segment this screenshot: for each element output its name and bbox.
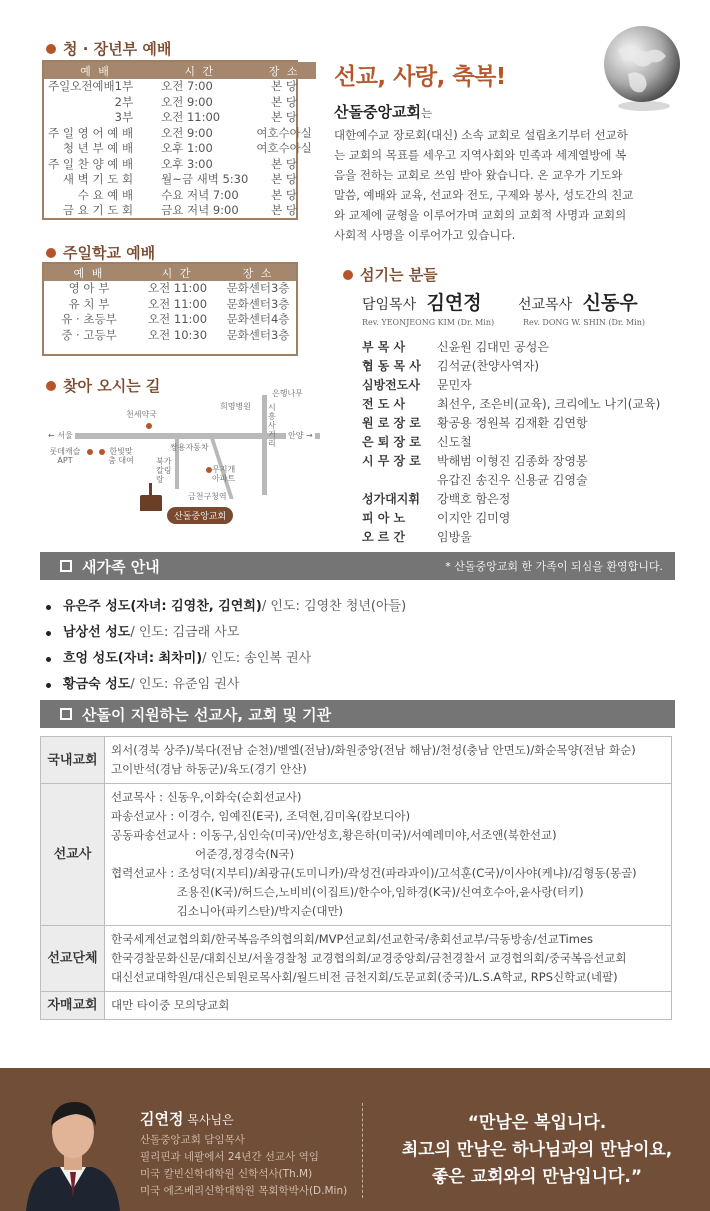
staff-row (362, 338, 660, 357)
bullet-icon (46, 44, 56, 54)
map-label: 시흥사거리 (268, 403, 276, 448)
table-cell: 주 일 영 어 예 배 (48, 125, 134, 140)
intro-body: 대한예수교 장로회(대신) 소속 교회로 설립초기부터 선교하는 교회의 목표를 세우고 지역사회와 민족과 세계열방에 복음을 전하는 교회로 쓰임 받아 왔습니다. 온 교우가 기도와 말씀, 예배와 교육, 선교와 전도, 구제와 봉사, 성도간의 친교와 교제에 균형을 이루어가며 교회의 교회적 사명과 교회의 사회적 사명을 이루어가고 있습니다. (334, 128, 634, 242)
staff-row (362, 414, 660, 433)
side-road (262, 395, 267, 495)
youth-worship-title (46, 38, 171, 59)
church-intro (334, 102, 634, 245)
staff-row (362, 452, 660, 471)
table-cell: 문화센터3층 (226, 296, 290, 311)
col-header: 시 간 (147, 62, 252, 79)
table-cell: 청 년 부 예 배 (62, 141, 134, 156)
pastor-profile (140, 1132, 347, 1200)
bullet-icon (46, 631, 51, 636)
table-cell: 오전 11:00 (148, 281, 208, 296)
profile-line: 미국 칼빈신학대학원 신학석사(Th.M) (140, 1168, 313, 1180)
table-cell: 오전 9:00 (161, 94, 213, 109)
staff-row (362, 433, 660, 452)
table-cell: 본 당 (271, 79, 298, 94)
profile-line: 산돌중앙교회 담임목사 (140, 1134, 245, 1146)
table-cell: 주 일 찬 양 예 배 (48, 156, 134, 171)
staff-row (362, 357, 660, 376)
youth-worship-table (44, 62, 316, 219)
pastor-name-text: 김연정 (140, 1110, 184, 1128)
staff-role (362, 471, 437, 490)
table-row (44, 312, 296, 328)
table-cell: 여호수아실 (256, 125, 312, 140)
staff-names: 이지안 김미영 (437, 511, 511, 525)
support-line: 고이반석(경남 하동군)/육도(경기 안산) (111, 762, 307, 776)
footer (0, 1068, 710, 1211)
section-title-text: 섬기는 분들 (360, 266, 438, 284)
divider (362, 1103, 363, 1198)
senior-pastor (362, 288, 482, 315)
staff-role: 협 동 목 사 (362, 359, 421, 373)
table-cell: 유 치 부 (68, 296, 110, 311)
support-line: 외서(경북 상주)/북다(전남 순천)/벧엘(전남)/화원중앙(전남 해남)/천성(충남 안면도)/화순목양(전남 화순) (111, 743, 636, 757)
staff-role: 심방전도사 (362, 378, 420, 392)
table-row (44, 95, 316, 111)
sunday-school-title (46, 242, 155, 263)
map-label: 은행나무 (272, 389, 303, 398)
table-cell: 본 당 (271, 156, 298, 171)
staff-role: 부 목 사 (362, 340, 406, 354)
table-row (44, 188, 316, 204)
serving-title (343, 264, 438, 285)
support-entries (105, 926, 672, 992)
col-header: 예 배 (44, 264, 134, 281)
church-map-sign: 산돌중앙교회 (167, 507, 233, 524)
list-item (46, 672, 406, 698)
quote-line: 최고의 만남은 하나님과의 만남이요, (401, 1140, 673, 1160)
pastor-title-suffix: 목사님은 (183, 1113, 234, 1127)
member-name: 흐엉 성도(자녀: 최차미) (63, 651, 203, 666)
map-label: 쌍용자동차 (170, 443, 209, 452)
table-cell: 여호수아실 (256, 141, 312, 156)
staff-row (362, 490, 660, 509)
table-row (44, 203, 316, 219)
table-cell: 오전 7:00 (161, 79, 213, 94)
banner-title: 산돌이 지원하는 선교사, 교회 및 기관 (82, 705, 332, 724)
table-cell: 금요 저녁 9:00 (161, 203, 239, 218)
table-row (41, 737, 672, 784)
table-row (41, 784, 672, 926)
table-row (41, 992, 672, 1020)
staff-role: 전 도 사 (362, 397, 406, 411)
footer-pastor-name (140, 1108, 234, 1129)
map-label: 한빛맞춤 대여 (108, 447, 134, 465)
staff-names: 문민자 (437, 378, 472, 392)
quote-line: “만남은 복입니다. (467, 1113, 607, 1133)
support-line: 파송선교사 : 이경수, 임예진(E국), 조덕현,김미옥(캄보디아) (111, 809, 411, 823)
staff-names: 신윤원 김대민 공성은 (437, 340, 549, 354)
headline: 선교, 사랑, 축복! (334, 64, 506, 90)
support-line: 협력선교사 : 조성덕(지부티)/최광규(도미니카)/곽성건(파라과이)/고석훈(C국)/이사야(케냐)/김형동(몽골) (111, 866, 637, 880)
new-family-banner (40, 552, 675, 580)
support-entries (105, 784, 672, 926)
missionary-pastor-rev: Rev. DONG W. SHIN (Dr. Min) (523, 318, 645, 327)
table-cell: 월~금 새벽 5:30 (161, 172, 249, 187)
staff-names: 유갑진 송진우 신용균 김영술 (437, 473, 588, 487)
support-line: 대만 타이중 모의당교회 (111, 998, 230, 1012)
staff-names: 신도철 (437, 435, 472, 449)
table-cell: 주일오전예배1부 (48, 79, 134, 94)
bullet-icon (46, 683, 51, 688)
member-guide: / 인도: 유준임 권사 (130, 677, 240, 692)
staff-row (362, 376, 660, 395)
support-category: 선교단체 (41, 926, 105, 992)
bullet-icon (343, 270, 353, 280)
church-building-icon (140, 483, 162, 511)
col-header: 장 소 (252, 62, 316, 79)
staff-role: 원 로 장 로 (362, 416, 421, 430)
support-banner (40, 700, 675, 728)
footer-quote (372, 1110, 702, 1191)
church-name-suffix: 는 (420, 106, 433, 120)
pastor-role: 선교목사 (518, 297, 573, 313)
staff-names: 김석균(찬양사역자) (437, 359, 540, 373)
support-category: 자매교회 (41, 992, 105, 1020)
table-cell: 영 아 부 (68, 281, 110, 296)
map-label: 천세약국 (126, 410, 157, 419)
sunday-school-table (44, 264, 296, 343)
section-title-text: 찾아 오시는 길 (63, 377, 161, 395)
banner-note: * 산돌중앙교회 한 가족이 되심을 환영합니다. (445, 560, 663, 573)
col-header: 장 소 (220, 264, 296, 281)
staff-role: 오 르 간 (362, 530, 406, 544)
checkbox-square-icon (60, 708, 72, 720)
staff-row (362, 395, 660, 414)
senior-pastor-rev: Rev. YEONJEONG KIM (Dr. Min) (362, 318, 495, 327)
bullet-icon (46, 248, 56, 258)
main-road (48, 433, 320, 439)
table-cell: 중 · 고등부 (61, 327, 117, 342)
table-cell: 문화센터3층 (226, 327, 290, 342)
staff-names: 황공용 정원복 김재환 김연항 (437, 416, 588, 430)
pastor-photo (18, 1086, 128, 1211)
list-item (46, 646, 406, 672)
staff-names: 최선우, 조은비(교육), 크리에노 나기(교육) (437, 397, 661, 411)
table-cell: 오전 11:00 (161, 110, 221, 125)
table-cell: 오후 1:00 (161, 141, 213, 156)
table-cell: 문화센터3층 (226, 281, 290, 296)
pastor-name: 김연정 (426, 292, 482, 314)
col-header: 예 배 (44, 62, 147, 79)
church-name: 산돌중앙교회 (334, 103, 421, 121)
profile-line: 필리핀과 네팔에서 24년간 선교사 역임 (140, 1151, 319, 1163)
support-line: 선교목사 : 신동우,이화숙(순회선교사) (111, 790, 302, 804)
table-cell: 유 · 초등부 (61, 312, 117, 327)
support-entries (105, 992, 672, 1020)
table-cell: 오후 3:00 (161, 156, 213, 171)
list-item (46, 620, 406, 646)
table-cell: 오전 11:00 (148, 312, 208, 327)
table-row (44, 281, 296, 297)
table-cell: 오전 10:30 (148, 327, 208, 342)
col-header: 시 간 (134, 264, 220, 281)
staff-names: 임방울 (437, 530, 472, 544)
table-cell: 오전 11:00 (148, 296, 208, 311)
section-title-text: 청 · 장년부 예배 (63, 40, 172, 58)
staff-row (362, 509, 660, 528)
member-guide: / 인도: 송인복 권사 (202, 651, 312, 666)
support-category: 선교사 (41, 784, 105, 926)
staff-names: 박해범 이형진 김종화 장영봉 (437, 454, 588, 468)
support-table (40, 736, 672, 1020)
table-row (44, 157, 316, 173)
list-item (46, 594, 406, 620)
table-row (44, 297, 296, 313)
table-cell: 3부 (114, 110, 134, 125)
new-family-list (46, 594, 406, 698)
table-row (44, 79, 316, 95)
profile-line: 미국 에즈베리신학대학원 목회학박사(D.Min) (140, 1185, 348, 1197)
table-cell: 금 요 기 도 회 (62, 203, 134, 218)
map-label: 금천구청역 (188, 492, 227, 501)
table-row (44, 172, 316, 188)
banner-title: 새가족 안내 (82, 557, 160, 576)
map-label: ← 서울 (48, 431, 73, 440)
table-row (44, 110, 316, 126)
support-line: 김소니아(파키스탄)/박지순(대만) (111, 904, 344, 918)
map-label: 희명병원 (220, 402, 251, 411)
globe-icon (598, 22, 686, 114)
support-line: 한국세계선교협의회/한국복음주의협의회/MVP선교회/선교한국/총회선교부/극동방송/선교Times (111, 932, 594, 946)
map-pin (87, 449, 93, 455)
table-row (44, 126, 316, 142)
checkbox-square-icon (60, 560, 72, 572)
table-cell: 수요 저녁 7:00 (161, 187, 239, 202)
staff-row (362, 471, 660, 490)
table-cell: 수 요 예 배 (77, 187, 134, 202)
staff-list (362, 338, 660, 547)
member-guide: / 인도: 김금래 사모 (130, 625, 240, 640)
table-row (44, 141, 316, 157)
table-cell: 본 당 (271, 203, 298, 218)
bullet-icon (46, 657, 51, 662)
map-pin (146, 423, 152, 429)
map-pin (99, 449, 105, 455)
map-pin (206, 467, 212, 473)
support-category: 국내교회 (41, 737, 105, 784)
directions-map (40, 385, 325, 525)
staff-role: 은 퇴 장 로 (362, 435, 421, 449)
support-line: 조용진(K국)/허드슨,노비비(이집트)/한수아,임하경(K국)/신여호수아,윤사랑(터키) (111, 885, 584, 899)
map-label: 안양 → (288, 431, 313, 440)
table-cell: 새 벽 기 도 회 (62, 172, 134, 187)
staff-row (362, 528, 660, 547)
table-cell: 본 당 (271, 187, 298, 202)
table-cell: 본 당 (271, 110, 298, 125)
member-guide: / 인도: 김영찬 청년(아들) (261, 599, 407, 614)
map-label: 무지개 아파트 (212, 465, 236, 483)
bullet-icon (46, 605, 51, 610)
staff-role: 성가대지휘 (362, 492, 420, 506)
map-label: 롯데캐슬 APT (49, 447, 81, 465)
support-line: 한국경찰문화신문/대회신보/서울경찰청 교경협의회/교경중앙회/금천경찰서 교경협의회/중국복음선교회 (111, 951, 627, 965)
member-name: 남상선 성도 (63, 625, 131, 640)
table-cell: 본 당 (271, 172, 298, 187)
table-cell: 오전 9:00 (161, 125, 213, 140)
pastor-role: 담임목사 (362, 297, 417, 313)
table-row (41, 926, 672, 992)
quote-line: 좋은 교회와의 만남입니다.” (431, 1167, 643, 1187)
support-entries (105, 737, 672, 784)
staff-names: 강백호 함은정 (437, 492, 511, 506)
support-line: 대신선교대학원/대신은퇴원로목사회/월드비전 금천지회/도문교회(중국)/L.S.A학교, RPS신학교(네팔) (111, 970, 618, 984)
member-name: 황금숙 성도 (63, 677, 131, 692)
pastor-name: 신동우 (582, 292, 638, 314)
support-line: 어준경,정경숙(N국) (111, 847, 295, 861)
table-cell: 문화센터4층 (226, 312, 290, 327)
table-row (44, 328, 296, 344)
map-label: 북가 칼링랑 (156, 457, 172, 484)
staff-role: 피 아 노 (362, 511, 406, 525)
member-name: 유은주 성도(자녀: 김영찬, 김연희) (63, 599, 262, 614)
staff-role: 시 무 장 로 (362, 454, 421, 468)
missionary-pastor (518, 288, 638, 315)
section-title-text: 주일학교 예배 (63, 244, 156, 262)
table-cell: 2부 (114, 94, 134, 109)
support-line: 공동파송선교사 : 이동구,심인숙(미국)/안성호,황은하(미국)/서예레미야,서조앤(북한선교) (111, 828, 557, 842)
table-cell: 본 당 (271, 94, 298, 109)
